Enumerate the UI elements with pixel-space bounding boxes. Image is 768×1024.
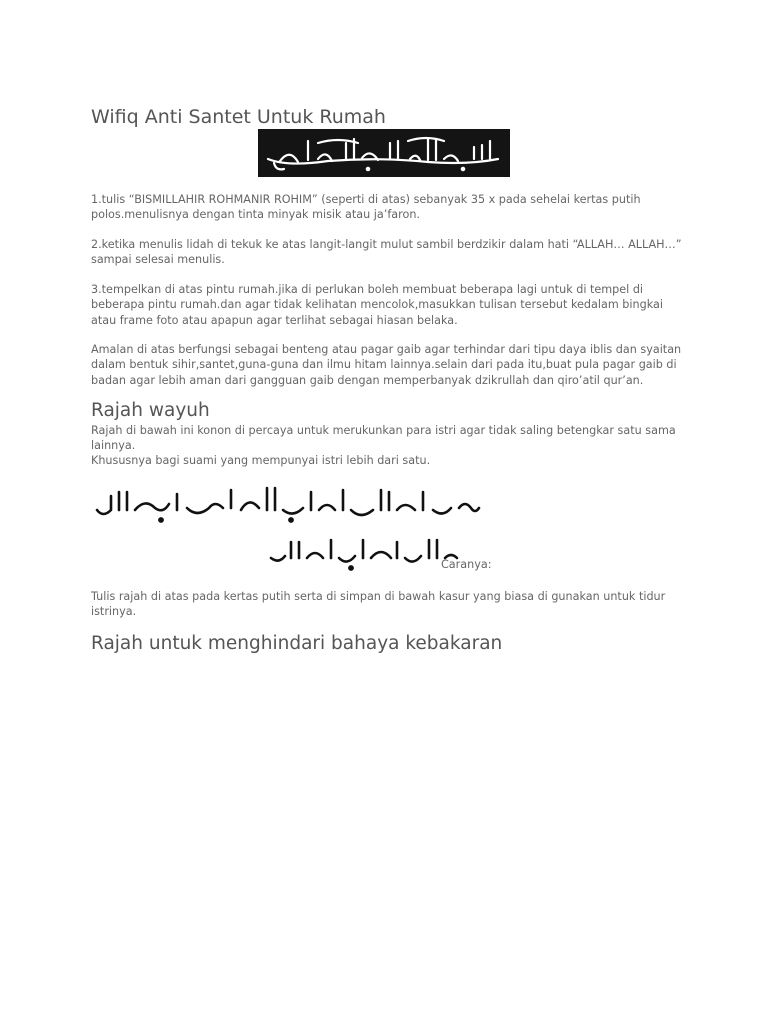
heading-rajah-wayuh: Rajah wayuh xyxy=(91,400,210,421)
paragraph-step-3: 3.tempelkan di atas pintu rumah.jika di perlukan boleh membuat beberapa lagi untuk di tempel di beberapa pintu rumah.dan agar tidak kelihatan mencolok,masukkan tulisan tersebut kedalam bingkai atau frame foto atau apapun agar terlihat sebagai hiasan belaka. xyxy=(91,283,663,327)
document-title: Wifiq Anti Santet Untuk Rumah xyxy=(91,106,386,128)
bismillah-calligraphy-image xyxy=(258,129,510,177)
paragraph-step-2: 2.ketika menulis lidah di tekuk ke atas langit-langit mulut sambil berdzikir dalam hati “ALLAH… ALLAH…” sampai selesai menulis. xyxy=(91,238,682,267)
caranya-label: Caranya: xyxy=(441,558,492,571)
paragraph-amalan: Amalan di atas berfungsi sebagai benteng atau pagar gaib agar terhindar dari tipu daya iblis dan syaitan dalam bentuk sihir,santet,guna-guna dan ilmu hitam lainnya.selain dari pada itu,buat pula pagar gaib di badan agar lebih aman dari gangguan gaib dengan memperbanyak dzikrullah dan qiro’atil qur’an. xyxy=(91,343,682,387)
paragraph-rajah-wayuh-note: Khususnya bagi suami yang mempunyai istri lebih dari satu. xyxy=(91,454,431,467)
paragraph-rajah-wayuh-instruction: Tulis rajah di atas pada kertas putih serta di simpan di bawah kasur yang biasa di gunakan untuk tidur istrinya. xyxy=(91,590,666,619)
paragraph-step-1: 1.tulis “BISMILLAHIR ROHMANIR ROHIM” (seperti di atas) sebanyak 35 x pada sehelai kertas putih polos.menulisnya dengan tinta minyak misik atau ja’faron. xyxy=(91,193,641,222)
rajah-wayuh-script-image xyxy=(91,478,491,578)
heading-rajah-kebakaran: Rajah untuk menghindari bahaya kebakaran xyxy=(91,633,503,654)
paragraph-rajah-wayuh-intro: Rajah di bawah ini konon di percaya untuk merukunkan para istri agar tidak saling betengkar satu sama lainnya. xyxy=(91,424,676,453)
